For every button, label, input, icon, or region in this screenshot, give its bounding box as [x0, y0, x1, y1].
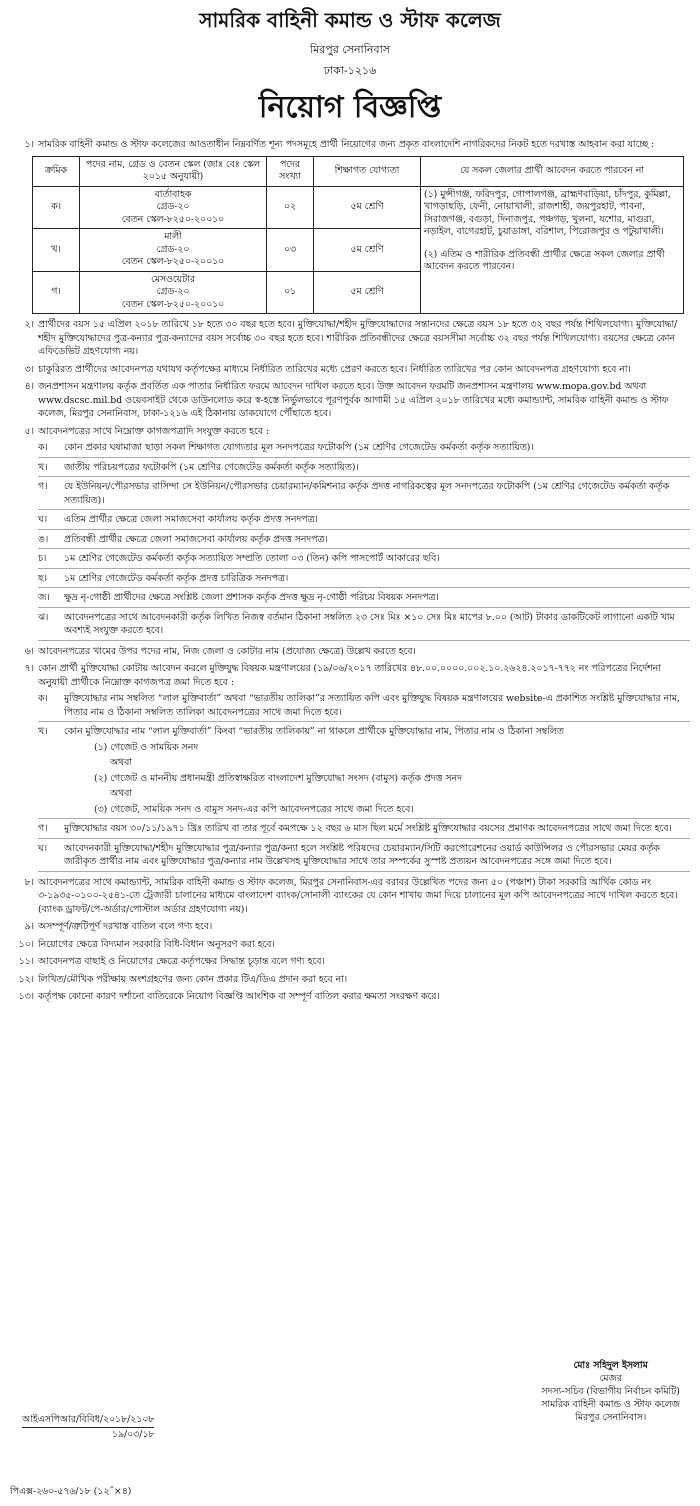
signatory-rank: মেজর — [599, 1373, 622, 1384]
cell-post — [80, 229, 267, 272]
item-label: ক। — [38, 693, 48, 704]
item-label: ক। — [38, 442, 48, 453]
item-label: ঘ। — [38, 514, 48, 525]
col-header-districts: যে সকল জেলার প্রার্থী আবেদন করতে পারবেন না — [421, 156, 684, 186]
vacancy-table — [32, 156, 684, 315]
item-label: খ। — [38, 726, 48, 737]
page-title: নিয়োগ বিজ্ঞপ্তি — [258, 90, 442, 125]
para-number: ৭। — [24, 663, 34, 674]
header — [10, 6, 690, 134]
para-number: ১৩। — [18, 991, 34, 1002]
cell-count: ০২ — [267, 186, 314, 229]
item-text: কোন মুক্তিযোদ্ধার নাম “লাল মুক্তিবার্তা” কিংবা “ভারতীয় তালিকায়” না থাকলে প্রার্থীকে মুক্তিযোদ্ধার নাম, পিতার নাম ও ঠিকানা সম্বলিত — [64, 726, 564, 737]
para-number: ৫। — [24, 425, 34, 437]
para-number: ১১। — [18, 956, 34, 967]
list-item — [38, 458, 690, 478]
documents-list — [38, 438, 690, 641]
para-text: আবেদনপত্রের সাথে কমান্ড্যান্ট, সামরিক বাহিনী কমান্ড ও স্টাফ কলেজ, মিরপুর সেনানিবাস-এর বরাবর উল্লেখিত পদের জন্য ৫০ (পঞ্চাশ) টাকা সরকারি আর্থিক কোড নং ৩-১৯৩৫-০১০০-২৫৪১-তে ট্রেজারী চালানের মাধ্যমে বাংলাদেশ ব্যাংক/সোনালী ব্যাংকের যে কোন শাখায় জমা দিয়ে চালানের মূল কপি আবেদনপত্রের সাথে দাখিল করতে হবে। (ব্যাংক ড্রাফট/পে-অর্ডার/পোস্টাল অর্ডার গ্রহণযোগ্য নয়)। — [38, 876, 678, 915]
para-text: কোন প্রার্থী মুক্তিযোদ্ধা কোটায় আবেদন করলে মুক্তিযুদ্ধ বিষয়ক মন্ত্রণালয়ের (১৯/০৬/২০১৭ তারিখের ৪৮.০০.০০০০.০০২.১০.২৬২৪.২০১৭-৭৭২ নং পরিপত্রের নির্দেশনা অনুযায়ী প্রার্থীকে নিম্নোক্ত কাগজপত্র জমা দিতে হবে : — [38, 663, 661, 688]
para-number: ৯। — [24, 921, 34, 932]
para-text: সামরিক বাহিনী কমান্ড ও স্টাফ কলেজের আওতাধীন নিম্নবর্ণিত শূন্য পদসমূহে প্রার্থী নিয়োগের জন্য প্রকৃত বাংলাদেশি নাগরিকদের নিকট হতে দরখাস্ত আহবান করা যাচ্ছে : — [38, 139, 655, 150]
post-name: বার্তাবাহক — [154, 188, 192, 200]
districts-list: (১) মুন্সীগঞ্জ, ফরিদপুর, গোপালগঞ্জ, ব্রাহ্মণবাড়িয়া, চাঁদপুর, কুমিল্লা, খাগড়াছড়ি, ফেনী, নোয়াখালী, রাজশাহী, জয়পুরহাট, পাবনা, সিরাজগঞ্জ, বগুড়া, দিনাজপুর, পঞ্চগড়, খুলনা, যশোর, মাগুরা, নড়াইল, বাগেরহাট, চুয়াডাঙ্গা, বরিশাল, পিরোজপুর ও পটুয়াখালী। — [424, 188, 671, 237]
para-text: আবেদনপত্রের সাথে নিম্নোক্ত কাগজপত্রাদি সংযুক্ত করতে হবে : — [38, 425, 270, 437]
para-text: লিখিত/মৌখিক পরীক্ষায় অংশগ্রহণের জন্য কোন প্রকার টিএ/ডিএ প্রদান করা হবে না। — [38, 973, 348, 985]
para-number: ১০। — [18, 938, 34, 950]
org-place: মিরপুর সেনানিবাস — [309, 43, 391, 56]
para-5 — [10, 425, 690, 439]
cell-post — [80, 271, 267, 314]
col-header-count: পদের সংখ্যা — [267, 156, 314, 186]
para-10 — [10, 938, 690, 952]
memo-date: ১৯/০৩/১৮ — [111, 1429, 155, 1440]
post-grade: গ্রেড-২০ — [156, 286, 190, 297]
item-label: গ। — [38, 481, 48, 492]
para-text: আবেদনপত্রের খামের উপর পদের নাম, নিজ জেলা ও কোটার নাম (প্রযোজ্য ক্ষেত্রে) উল্লেখ করতে হবে। — [38, 645, 416, 657]
item-label: ঘ। — [38, 842, 48, 854]
para-number: ৮। — [24, 876, 34, 888]
item-text: জাতীয় পরিচয়পত্রের ফটোকপি (১ম শ্রেণির গেজেটেড কর্মকর্তা কর্তৃক সত্যায়িত)। — [64, 461, 359, 473]
item-label: ছ। — [38, 572, 47, 584]
signatory-role: সদস্য-সচিব (বিভাগীয় নির্বাচন কমিটি) — [541, 1386, 680, 1397]
cell-serial: গ। — [33, 271, 80, 314]
para-text: চাকুরিরত প্রার্থীদের আবেদনপত্র যথাযথ কর্তৃপক্ষের মাধ্যমে নির্ধারিত তারিখের মধ্যে প্রেরণ করতে হবে। নির্ধারিত তারিখের পর কোন আবেদনপত্র গ্রহণযোগ্য হবে না। — [38, 363, 631, 375]
item-text: যে ইউনিয়ন/পৌরসভার বাসিন্দা সে ইউনিয়ন/পৌরসভার চেয়ারম্যান/কমিশনার কর্তৃক প্রদত্ত নাগরিকত্বের মূল সনদপত্রের ফটোকপি (১ম শ্রেণির গেজেটেড কর্মকর্তা কর্তৃক সত্যায়িত)। — [64, 481, 670, 506]
item-text: ক্ষুদ্র নৃ-গোষ্ঠী প্রার্থীদের ক্ষেত্রে সংশ্লিষ্ট জেলা প্রশাসক কর্তৃক প্রদত্ত ক্ষুদ্র নৃ-গোষ্ঠী পরিচয় বিষয়ক সনদপত্র। — [64, 592, 439, 603]
table-row — [33, 186, 684, 229]
table-header-row — [33, 156, 684, 186]
list-item — [38, 477, 690, 510]
memo-reference — [22, 1413, 154, 1442]
para-1 — [10, 138, 690, 152]
memo-number: আইএসপিআর/বিবিধ/২০১৮/২১০৮ — [22, 1413, 154, 1428]
org-name: সামরিক বাহিনী কমান্ড ও স্টাফ কলেজ — [199, 8, 501, 32]
item-text: আবেদনকারী মুক্তিযোদ্ধা/শহীদ মুক্তিযোদ্ধার পুত্র/কন্যার পুত্র/কন্যা হলে সংশ্লিষ্ট পরিষদের চেয়ারম্যান/সিটি করপোরেশনের ওয়ার্ড কাউন্সিলর ও পৌরসভার মেয়র কর্তৃক জারীকৃত প্রার্থীর নাম এবং মুক্তিযোদ্ধার পুত্র/কন্যার নাম উল্লেখসহ মুক্তিযোদ্ধার সাথে তার সম্পর্কের সুস্পষ্ট প্রত্যয়ন আবেদনপত্রের সঙ্গে জমা দিতে হবে। — [64, 842, 660, 867]
para-2 — [10, 318, 690, 359]
item-text: ১ম শ্রেণির গেজেটেড কর্মকর্তা কর্তৃক সত্যায়িত সম্প্রতি তোলা ০৩ (তিন) কপি পাসপোর্ট আকারের ছবি। — [64, 553, 440, 564]
post-name: মেসওয়েটার — [150, 273, 195, 285]
para-text: জনপ্রশাসন মন্ত্রণালয় কর্তৃক প্রবর্তিত এক পাতার নির্ধারিত ফরমে আবেদন দাখিল করতে হবে। উক্ত আবেদন ফরমটি জনপ্রশাসন মন্ত্রণালয় www.mopa.gov.bd অথবা www.dscsc.mil.bd ওয়েবসাইট থেকে ডাউনলোড করে স্ব-হস্তে নির্ভুলভাবে পূরণপূর্বক আগামী ১৫ এপ্রিল ২০১৮ তারিখের মধ্যে কমান্ড্যান্ট, সামরিক বাহিনী কমান্ড ও স্টাফ কলেজ, মিরপুর সেনানিবাস, ঢাকা-১২১৬ এই ঠিকানায় ডাকযোগে পৌঁছাতে হবে। — [38, 381, 669, 419]
para-number: ৩। — [24, 363, 34, 375]
para-text: অসম্পূর্ণ/ত্রুটিপূর্ণ দরখাস্ত বাতিল বলে গণ্য হবে। — [38, 921, 213, 932]
para-9 — [10, 920, 690, 934]
cell-education: ৫ম শ্রেণি — [314, 229, 421, 272]
para-number: ১। — [24, 139, 34, 150]
footer-code: পিএক্স-২৬০-৫৭৬/১৮ (১২˝×৪) — [10, 1486, 132, 1497]
para-text: কর্তৃপক্ষ কোনো কারণ দর্শানো ব্যতিরেকে নিয়োগ বিজ্ঞপ্তি আংশিক বা সম্পূর্ণ বাতিল করার ক্ষমতা সংরক্ষণ করে। — [38, 991, 440, 1002]
or-text: অথবা — [110, 788, 132, 799]
item-label: ঝ। — [38, 611, 49, 623]
col-header-post: পদের নাম, গ্রেড ও বেতন স্কেল (জাঃ বেঃ স্কেল ২০১৫ অনুযায়ী) — [80, 156, 267, 186]
item-label: চ। — [38, 553, 47, 564]
cell-count: ০১ — [267, 271, 314, 314]
signature-block — [541, 1359, 680, 1424]
option-1: (১) গেজেট ও সাময়িক সনদ — [94, 741, 199, 753]
cell-education: ৫ম শ্রেণি — [314, 186, 421, 229]
list-item — [38, 510, 690, 530]
col-header-education: শিক্ষাগত যোগ্যতা — [314, 156, 421, 186]
signatory-org: সামরিক বাহিনী কমান্ড ও স্টাফ কলেজ — [541, 1399, 680, 1410]
list-item — [38, 530, 690, 550]
cell-districts — [421, 186, 684, 314]
option-3: (৩) গেজেট, সাময়িক সনদ ও বামুস সনদ-এর কপি আবেদনপত্রের সাথে জমা দিতে হবে। — [94, 803, 414, 815]
freedom-fighter-docs — [38, 689, 690, 872]
para-number: ২। — [24, 319, 34, 330]
para-6 — [10, 645, 690, 659]
option-2: (২) গেজেট ও মাননীয় প্রধানমন্ত্রী প্রতিস্বাক্ষরিত বাংলাদেশ মুক্তিযোদ্ধা সংসদ (বামুস) কর্তৃক প্রদত্ত সনদ — [94, 772, 462, 784]
post-scale: বেতন স্কেল-৮২৫০-২০০১০ — [121, 256, 225, 267]
item-label: গ। — [38, 823, 48, 834]
cell-education: ৫ম শ্রেণি — [314, 271, 421, 314]
post-grade: গ্রেড-২০ — [156, 243, 190, 255]
list-item — [38, 819, 690, 839]
para-3 — [10, 363, 690, 377]
item-label: ঙ। — [38, 533, 49, 545]
para-text: নিয়োগের ক্ষেত্রে বিদ্যমান সরকারি বিধি-বিধান অনুসরণ করা হবে। — [38, 938, 275, 950]
post-scale: বেতন স্কেল-৮২৫০-২০০১০ — [121, 298, 225, 310]
item-text: কোন প্রকার ঘষামাজা ছাড়া সকল শিক্ষাগত যোগ্যতার মূল সনদপত্রের ফটোকপি (১ম শ্রেণির গেজেটেড কর্মকর্তা কর্তৃক সত্যায়িত)। — [64, 442, 534, 453]
para-13 — [10, 990, 690, 1004]
para-11 — [10, 955, 690, 969]
para-text: প্রার্থীদের বয়স ১৫ এপ্রিল ২০১৮ তারিখে ১৮ হতে ৩০ বছর হতে হবে। মুক্তিযোদ্ধা/শহীদ মুক্তিযোদ্ধাদের সন্তানদের ক্ষেত্রে বয়স ১৮ হতে ৩২ বছর পর্যন্ত শিথিলযোগ্য। মুক্তিযোদ্ধা/শহীদ মুক্তিযোদ্ধাদের পুত্র-কন্যার পুত্র-কন্যাদের বয়স সর্বোচ্চ ৩০ বছর হতে হবে। শারীরিক প্রতিবন্ধীদের ক্ষেত্রে বয়সসীমা সর্বোচ্চ ৩২ বছর পর্যন্ত শিথিলযোগ্য। বয়সের ক্ষেত্রে কোন এফিডেভিট গ্রহণযোগ্য নয়। — [38, 319, 678, 357]
districts-note: (২) এতিম ও শারীরিক প্রতিবন্ধী প্রার্থীর ক্ষেত্রে সকল জেলার প্রার্থী আবেদন করতে পারবেন। — [424, 248, 665, 272]
para-number: ১২। — [18, 973, 34, 985]
cell-post — [80, 186, 267, 229]
list-item — [38, 569, 690, 589]
para-number: ৪। — [24, 381, 34, 392]
para-text: আবেদনপত্র বাছাই ও নিয়োগের ক্ষেত্রে কর্তৃপক্ষের সিদ্ধান্ত চূড়ান্ত বলে গণ্য হবে। — [38, 956, 325, 967]
circular-page — [10, 6, 690, 1497]
list-item — [38, 588, 690, 608]
list-item — [38, 608, 690, 641]
para-4 — [10, 380, 690, 421]
post-name: মালী — [164, 231, 182, 242]
signatory-name: মোঃ সহিদুল ইসলাম — [573, 1360, 648, 1371]
para-12 — [10, 973, 690, 987]
list-item — [38, 839, 690, 872]
list-item — [38, 549, 690, 569]
cell-serial: খ। — [33, 229, 80, 272]
item-label: খ। — [38, 461, 48, 473]
signatory-place: মিরপুর সেনানিবাস। — [575, 1412, 647, 1423]
list-item — [38, 689, 690, 722]
cell-serial: ক। — [33, 186, 80, 229]
para-8 — [10, 876, 690, 917]
item-text: ১ম শ্রেণির গেজেটেড কর্মকর্তা কর্তৃক প্রদত্ত চারিত্রিক সনদপত্র। — [64, 572, 289, 584]
item-text: আবেদনপত্রের সাথে আবেদনকারী কর্তৃক লিখিত নিজস্ব বর্তমান ঠিকানা সম্বলিত ২৩ সেঃ মিঃ ×১০ সেঃ মিঃ মাপের ৮.০০ (আট) টাকার ডাকটিকেট লাগানো একটি খাম অবশ্যই সংযুক্ত করতে হবে। — [64, 611, 675, 636]
item-text: প্রতিবন্ধী প্রার্থীর ক্ষেত্রে জেলা সমাজসেবা কার্যালয় কর্তৃক প্রদত্ত সনদপত্র। — [64, 533, 328, 545]
post-grade: গ্রেড-২০ — [156, 201, 190, 212]
list-item — [38, 438, 690, 458]
item-label: জ। — [38, 592, 50, 603]
list-item — [38, 722, 690, 819]
item-text: মুক্তিযোদ্ধার নাম সম্বলিত “লাল মুক্তিবার্তা” অথবা “ভারতীয় তালিকা”র সত্যায়িত কপি এবং মুক্তিযুদ্ধ বিষয়ক মন্ত্রণালয়ের website-এ প্রকাশিত সংশ্লিষ্ট মুক্তিযোদ্ধার নাম, পিতার নাম ও ঠিকানা সম্বলিত তালিকা আবেদনপত্রের সাথে জমা দিতে হবে। — [64, 693, 680, 718]
or-text: অথবা — [110, 757, 132, 768]
post-scale: বেতন স্কেল-৮২৫০-২০০১০ — [121, 213, 225, 225]
item-text: মুক্তিযোদ্ধার বয়স ৩০/১১/১৯৭১ খ্রিঃ তারিখ বা তার পূর্বে কমপক্ষে ১২ বছর ৬ মাস ছিল মর্মে সংশ্লিষ্ট মুক্তিযোদ্ধার বয়সের প্রমাণক আবেদনপত্রের সাথে জমা দিতে হবে। — [64, 823, 672, 834]
col-header-serial: ক্রমিক — [33, 156, 80, 186]
para-7 — [10, 662, 690, 689]
cell-count: ০৩ — [267, 229, 314, 272]
org-city: ঢাকা-১২১৬ — [323, 64, 377, 77]
item-text: এতিম প্রার্থীর ক্ষেত্রে জেলা সমাজসেবা কার্যালয় কর্তৃক প্রদত্ত সনদপত্র। — [64, 514, 318, 525]
para-number: ৬। — [24, 645, 34, 657]
